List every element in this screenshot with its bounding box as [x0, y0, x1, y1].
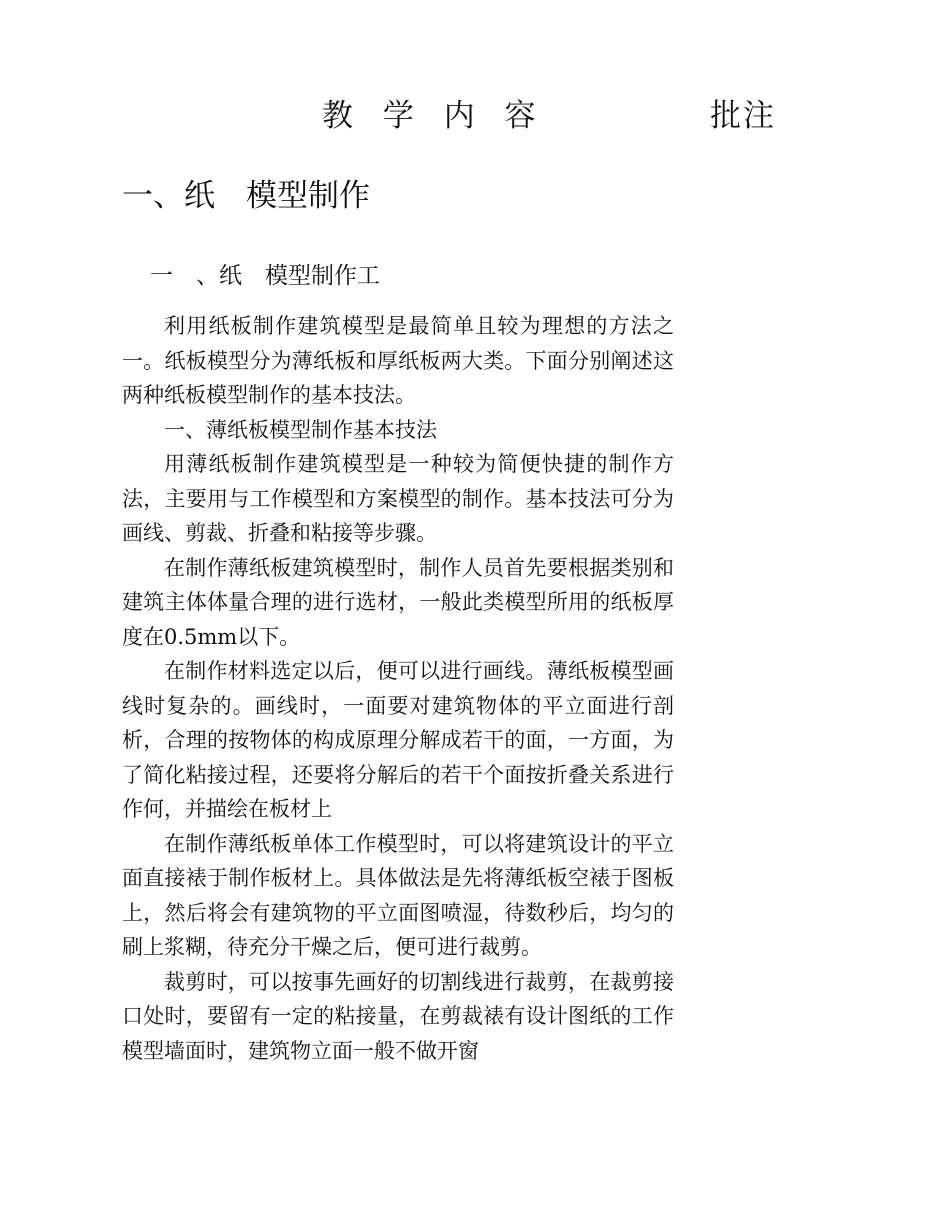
section-title: 一 、纸 模型制作工: [150, 263, 380, 289]
paragraph: 在制作薄纸板建筑模型时，制作人员首先要根据类别和建筑主体体量合理的进行选材，一般此类模型所用的纸板厚度在0.5mm以下。: [122, 555, 674, 649]
subheading-paragraph: 一、薄纸板模型制作基本技法: [164, 417, 437, 442]
paragraph: 在制作薄纸板单体工作模型时，可以将建筑设计的平立面直接裱于制作板材上。具体做法是先将薄纸板空裱于图板上，然后将会有建筑物的平立面图喷湿，待数秒后，均匀的刷上浆糊，待充分干燥之后，便可进行裁剪。: [122, 831, 674, 959]
annotation-header: 批注: [710, 98, 776, 134]
chapter-title: 一、纸 模型制作: [122, 178, 370, 214]
paragraph: 裁剪时，可以按事先画好的切割线进行裁剪，在裁剪接口处时，要留有一定的粘接量，在剪裁裱有设计图纸的工作模型墙面时，建筑物立面一般不做开窗: [122, 969, 674, 1063]
teaching-content-header: 教 学 内 容: [322, 98, 546, 134]
paragraph: 用薄纸板制作建筑模型是一种较为简便快捷的制作方法，主要用与工作模型和方案模型的制作。基本技法可分为画线、剪裁、折叠和粘接等步骤。: [122, 452, 674, 545]
paragraph: 在制作材料选定以后，便可以进行画线。薄纸板模型画线时复杂的。画线时，一面要对建筑物体的平立面进行剖析，合理的按物体的构成原理分解成若干的面，一方面，为了简化粘接过程，还要将分解后的若干个面按折叠关系进行作何，并描绘在板材上: [122, 659, 674, 821]
paragraph: 利用纸板制作建筑模型是最简单且较为理想的方法之一。纸板模型分为薄纸板和厚纸板两大类。下面分别阐述这两种纸板模型制作的基本技法。: [122, 314, 674, 407]
body-text: [122, 309, 674, 1068]
